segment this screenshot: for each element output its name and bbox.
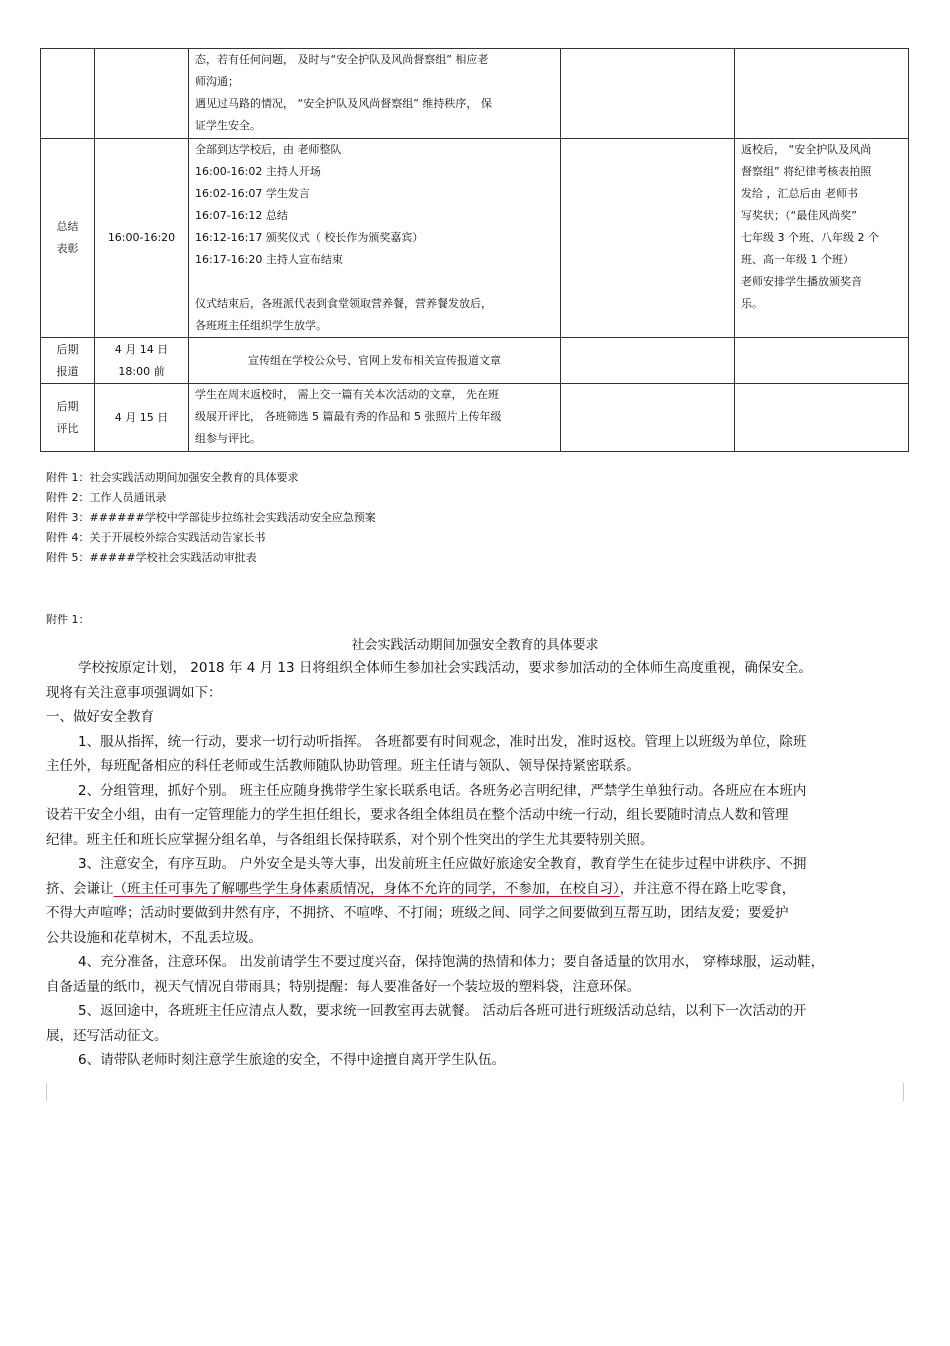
paragraph: 学校按原定计划， 2018 年 4 月 13 日将组织全体师生参加社会实践活动，要求参加活动的全体师生高度重视，确保安全。 [78,660,812,676]
content-line: 仪式结束后，各班派代表到食堂领取营养餐，营养餐发放后， [195,297,492,310]
phase-label: 评比 [56,421,79,435]
paragraph: 1、服从指挥，统一行动，要求一切行动听指挥。 各班都要有时间观念，准时出发，准时返校。管理上以班级为单位，除班 [78,733,807,750]
section-heading: 一、做好安全教育 [46,709,154,725]
content-line: 组参与评比。 [195,432,261,445]
table-row [41,49,909,139]
time-cell: 4 月 15 日 [95,384,189,452]
time-cell [95,338,189,384]
note-line: 写奖状；（“最佳风尚奖” [741,209,857,222]
paragraph: 6、请带队老师时刻注意学生旅途的安全，不得中途擅自离开学生队伍。 [78,1052,506,1068]
document-body [46,656,904,1073]
phase-label: 报道 [56,364,79,378]
content-line: 16:00-16:02 主持人开场 [195,165,321,178]
schedule-table [40,48,909,452]
note-line: 老师安排学生播放颁奖音 [741,275,862,288]
underlined-note: （班主任可事先了解哪些学生身体素质情况，身体不允许的同学，不参加，在校自习） [113,880,620,897]
page-edge-marker [46,1083,47,1101]
content-line: 16:07-16:12 总结 [195,209,288,222]
content-line: 态，若有任何问题， 及时与“安全护队及风尚督察组” 相应老 [195,53,489,66]
content-line: 师沟通； [195,75,239,88]
phase-label: 总结 [56,220,79,233]
page-edge-marker [903,1083,904,1101]
attachment1-label: 附件 1： [46,613,90,626]
content-line: 各班班主任组织学生放学。 [195,319,327,332]
content-cell [189,139,561,338]
table-row [41,338,909,384]
paragraph: 4、充分准备，注意环保。 出发前请学生不要过度兴奋，保持饱满的热情和体力；要自备适量的饮用水， 穿棒球服，运动鞋， [78,954,825,970]
content-line: 证学生安全。 [195,119,261,132]
phase-label: 表彰 [56,242,79,255]
paragraph: 公共设施和花草树木，不乱丢垃圾。 [46,929,262,946]
empty-cell [561,49,735,139]
content-line: 16:02-16:07 学生发言 [195,187,310,200]
table-row [41,139,909,338]
attachment-item: 附件 5：#####学校社会实践活动审批表 [46,551,257,564]
time-label: 18:00 前 [118,364,165,378]
table-row [41,384,909,452]
attachment-item: 附件 4：关于开展校外综合实践活动告家长书 [46,531,266,544]
content-cell [189,49,561,139]
text-span: 挤、会谦让 [46,880,114,897]
phase-cell [41,384,95,452]
time-label: 4 月 14 日 [114,342,169,356]
notes-cell [735,338,909,384]
paragraph: 设若干安全小组，由有一定管理能力的学生担任组长，要求各组全体组员在整个活动中统一行动，组长要随时清点人数和管理 [46,807,789,823]
attachment-item: 附件 2：工作人员通讯录 [46,491,167,504]
empty-cell [561,338,735,384]
phase-label: 后期 [56,399,79,413]
attachment-item: 附件 3：######学校中学部徒步拉练社会实践活动安全应急预案 [46,511,376,524]
content-line: 16:12-16:17 颁奖仪式（ 校长作为颁奖嘉宾） [195,231,424,244]
phase-label: 后期 [56,342,79,356]
paragraph: 3、注意安全，有序互助。 户外安全是头等大事，出发前班主任应做好旅途安全教育，教育学生在徒步过程中讲秩序、不拥 [78,856,807,872]
note-line: 发给 ，汇总后由 老师书 [741,187,858,200]
content-line: 学生在周末返校时， 需上交一篇有关本次活动的文章， 先在班 [195,388,499,401]
paragraph: 不得大声喧哗；活动时要做到井然有序，不拥挤、不喧哗、不打闹；班级之间、同学之间要做到互帮互助，团结友爱；要爱护 [46,905,789,921]
paragraph: 展，还写活动征文。 [46,1027,168,1044]
empty-cell [561,139,735,338]
notes-cell [735,49,909,139]
attachment-item: 附件 1：社会实践活动期间加强安全教育的具体要求 [46,471,299,484]
phase-cell [41,139,95,338]
phase-cell [41,49,95,139]
content-line: 16:17-16:20 主持人宣布结束 [195,253,343,266]
content-line: 级展开评比， 各班筛选 5 篇最有秀的作品和 5 张照片上传年级 [195,410,502,423]
content-cell [189,384,561,452]
notes-cell [735,139,909,338]
note-line: 返校后， “安全护队及风尚 [741,143,872,156]
note-line: 乐。 [741,297,763,310]
note-line: 七年级 3 个班、八年级 2 个 [741,231,879,244]
note-line: 班、高一年级 1 个班） [741,253,854,266]
paragraph: 2、分组管理，抓好个别。 班主任应随身携带学生家长联系电话。各班务必言明纪律，严禁学生单独行动。各班应在本班内 [78,782,807,799]
spacer [195,271,554,293]
attachment-list [46,468,376,568]
text-span: ，并注意不得在路上吃零食， [619,880,796,897]
paragraph: 现将有关注意事项强调如下： [46,684,222,701]
notes-cell [735,384,909,452]
content-line: 遇见过马路的情况， “安全护队及风尚督察组” 维持秩序， 保 [195,97,492,110]
paragraph: 纪律。班主任和班长应掌握分组名单，与各组组长保持联系，对个别个性突出的学生尤其要特别关照。 [46,831,654,848]
note-line: 督察组” 将纪律考核表拍照 [741,165,872,178]
content-cell: 宣传组在学校公众号、官网上发布相关宣传报道文章 [189,338,561,384]
empty-cell [561,384,735,452]
phase-cell [41,338,95,384]
paragraph: 5、返回途中，各班班主任应清点人数，要求统一回教室再去就餐。 活动后各班可进行班级活动总结，以利下一次活动的开 [78,1003,807,1019]
time-cell [95,49,189,139]
paragraph [46,877,904,902]
document-title: 社会实践活动期间加强安全教育的具体要求 [351,638,599,653]
time-cell: 16:00-16:20 [95,139,189,338]
paragraph: 主任外，每班配备相应的科任老师或生活教师随队协助管理。班主任请与领队、领导保持紧密联系。 [46,758,640,774]
content-line: 全部到达学校后，由 老师整队 [195,143,342,156]
paragraph: 自备适量的纸巾，视天气情况自带雨具；特别提醒：每人要准备好一个装垃圾的塑料袋，注意环保。 [46,978,640,995]
